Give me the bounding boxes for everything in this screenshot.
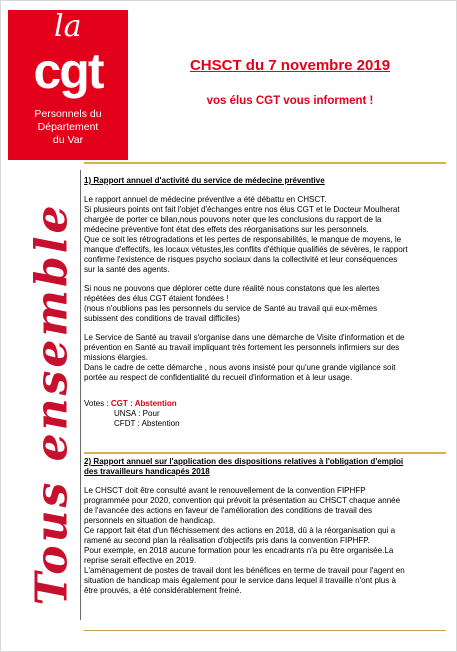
slogan-text: Tous ensemble (26, 202, 78, 606)
text-line: ramené au second plan la réalisation d'objectifs pris dans la convention FIPHFP. (84, 536, 370, 545)
text-line: prévention en Santé au travail impliquant très fortement les personnels infirmiers sur des (84, 343, 400, 352)
top-divider (84, 162, 446, 164)
logo-sub-line-1: Personnels du (34, 108, 102, 120)
votes-label: Votes : (84, 399, 109, 408)
logo-sub-line-2: Département (37, 121, 99, 133)
text-line: missions élargies. (84, 353, 148, 362)
text-line: Si plusieurs points ont fait l'objet d'échanges entre nos élus CGT et le Docteur Moulherat (84, 205, 400, 214)
text-line: reprise serait effective en 2019. (84, 556, 197, 565)
vertical-divider (80, 170, 81, 620)
section-1-paragraph-1 (84, 195, 446, 275)
page-title: CHSCT du 7 novembre 2019 (189, 57, 391, 74)
section-2-heading-line-1: 2) Rapport annuel sur l'application des dispositions relatives à l'obligation d'emploi (84, 457, 404, 466)
text-line: personnels en situation de handicap. (84, 516, 216, 525)
cgt-logo (8, 10, 128, 160)
text-line: Si nous ne pouvons que déplorer cette dure réalité nous constatons que les alertes (84, 284, 380, 293)
logo-cgt-text: cgt (33, 43, 103, 99)
text-line: médecine préventive font état des effets des réorganisations sur les personnels. (84, 225, 369, 234)
text-line: Le CHSCT doit être consulté avant le renouvellement de la convention FIPHFP (84, 486, 366, 495)
text-line: situation de handicap mais également pour le service dans lequel il travaille n'ont plus à (84, 576, 396, 585)
section-1-paragraph-2 (84, 284, 446, 324)
text-line: programmée pour 2020, convention qui prévoit la présentation au CHSCT chaque année (84, 496, 401, 505)
section-1-heading: 1) Rapport annuel d'activité du service de médecine préventive (84, 176, 325, 185)
text-line: Que ce soit les rétrogradations et les pertes de responsabilités, le manque de moyens, le (84, 235, 402, 244)
text-line: Pour exemple, en 2018 aucune formation pour les encadrants n'a pu être organisée.La (84, 546, 394, 555)
document-body (84, 176, 446, 435)
text-line: manque d'effectifs, les locaux vétustes,les conflits d'éthique qualifiés de sévères, le rapport (84, 245, 408, 254)
text-line: Dans le cadre de cette démarche , nous avons insisté pour qu'une grande vigilance soit (84, 363, 396, 372)
text-line: être prouvés, a été considérablement freiné. (84, 586, 242, 595)
vote-cfdt: CFDT : Abstention (114, 419, 180, 428)
text-line: chargée de porter ce bilan,nous pouvons noter que les conclusions du rapport de la (84, 215, 382, 224)
text-line: de l'avancée des actions en faveur de l'amélioration des conditions de travail des (84, 506, 373, 515)
text-line: L'aménagement de postes de travail dont les bénéfices en terme de travail pour l'agent en (84, 566, 405, 575)
section-2-heading-line-2: des travailleurs handicapés 2018 (84, 467, 210, 476)
logo-subtitle (8, 108, 128, 147)
middle-divider (84, 452, 446, 454)
text-line: Ce rapport fait état d'un fléchissement des actions en 2018, dû à la réorganisation qui a (84, 526, 396, 535)
text-line: répétées des élus CGT étaient fondées ! (84, 294, 229, 303)
text-line: Le rapport annuel de médecine préventive a été débattu en CHSCT. (84, 195, 327, 204)
text-line: (nous n'oublions pas les personnels du service de Santé au travail qui eux-mêmes (84, 304, 378, 313)
text-line: confirme l'existence de risques psycho sociaux dans la collectivité et leur conséquences (84, 255, 398, 264)
text-line: sur la santé des agents. (84, 265, 170, 274)
logo-sub-line-3: du Var (52, 134, 84, 146)
section-1-paragraph-3 (84, 333, 446, 383)
text-line: subissent des conditions de travail difficiles) (84, 314, 240, 323)
logo-la-text: la (54, 9, 82, 44)
vote-cgt: CGT : Abstention (110, 399, 177, 408)
bottom-divider (84, 630, 446, 631)
text-line: Le Service de Santé au travail s'organise dans une démarche de Visite d'information et de (84, 333, 405, 342)
section-2 (84, 457, 446, 596)
votes-block (84, 399, 446, 429)
section-2-paragraph (84, 486, 446, 596)
text-line: portée au respect de confidentialité du recueil d'information et à leur usage. (84, 373, 353, 382)
page-subtitle: vos élus CGT vous informent ! (206, 95, 374, 107)
vote-unsa: UNSA : Pour (114, 409, 160, 418)
